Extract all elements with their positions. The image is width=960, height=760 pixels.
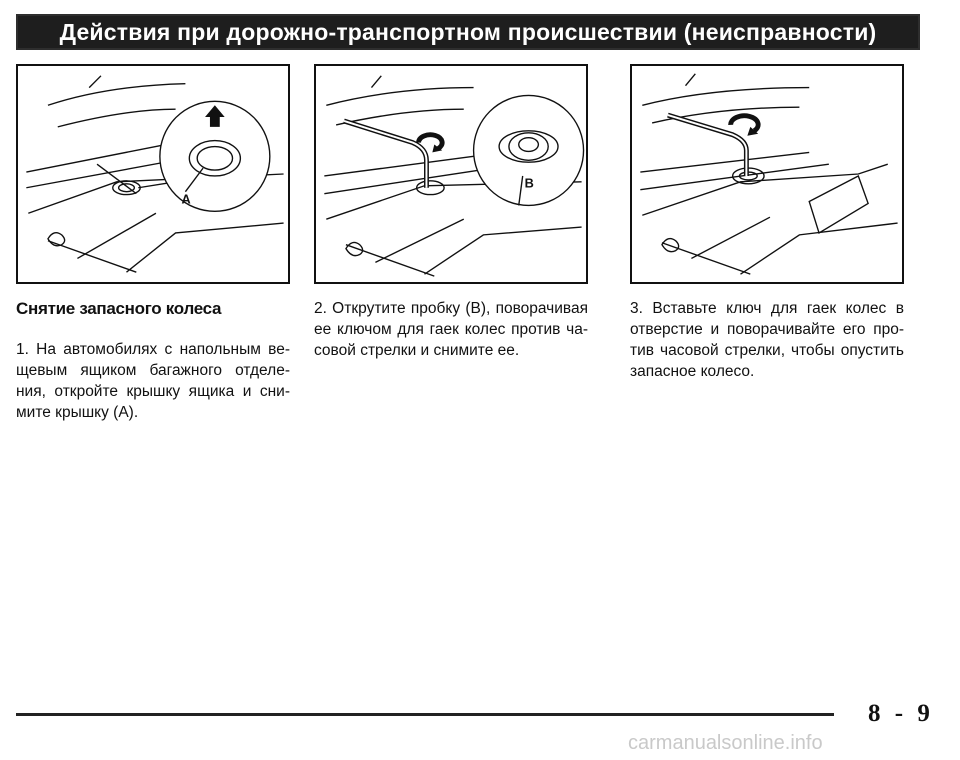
column-3 xyxy=(630,298,904,382)
footer-rule xyxy=(16,713,834,716)
figure-2 xyxy=(314,64,588,284)
watermark: carmanualsonline.info xyxy=(628,732,823,754)
page-title: Действия при дорожно-транспортном происшествии (неисправности) xyxy=(59,18,877,45)
wheel-lowering-illustration xyxy=(632,66,902,282)
column-1 xyxy=(16,298,290,423)
step-2-text: 2. Открутите пробку (B), поворачивая ее ключом для гаек колес против ча-совой стрелки и снимите ее. xyxy=(314,300,588,359)
callout-label-b: B xyxy=(524,175,534,191)
step-3-text: 3. Вставьте ключ для гаек колес в отверстие и поворачивайте его про-тив часовой стрелки, чтобы опустить запасное колесо. xyxy=(630,300,904,380)
figure-1 xyxy=(16,64,290,284)
column-2 xyxy=(314,298,588,361)
page-number: 8 - 9 xyxy=(868,700,934,727)
step-1-text: 1. На автомобилях с напольным ве-щевым ящиком багажного отделе-ния, откройте крышку ящика и сни-мите крышку (A). xyxy=(16,341,290,421)
section-title: Снятие запасного колеса xyxy=(16,299,222,318)
figure-3 xyxy=(630,64,904,284)
page-header xyxy=(16,14,920,50)
plug-removal-illustration xyxy=(316,66,586,282)
trunk-lid-illustration xyxy=(18,66,288,282)
rotate-arrow-icon xyxy=(731,116,758,131)
callout-label-a: A xyxy=(181,191,191,207)
